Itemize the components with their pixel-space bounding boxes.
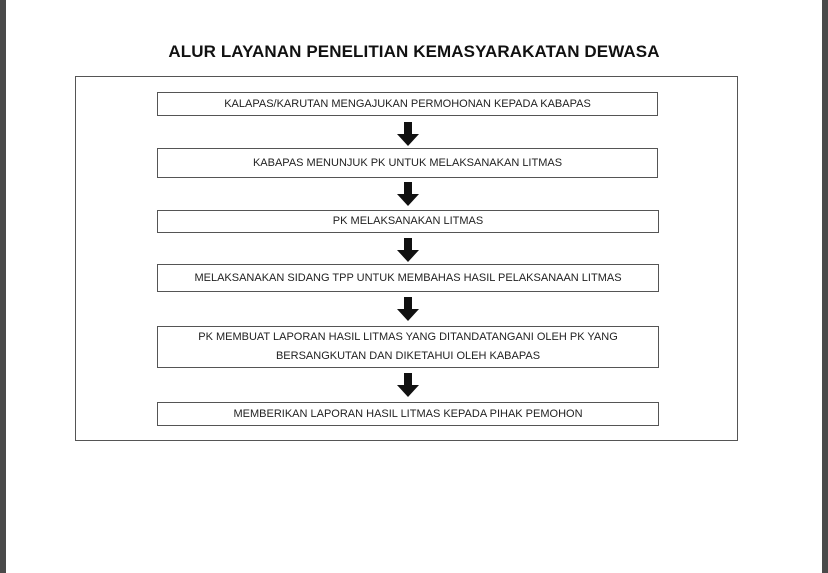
flow-step-1-text: KALAPAS/KARUTAN MENGAJUKAN PERMOHONAN KEPADA KABAPAS bbox=[224, 97, 591, 110]
flow-step-3 bbox=[157, 210, 659, 233]
down-arrow-icon bbox=[397, 122, 419, 146]
flow-step-2-text: KABAPAS MENUNJUK PK UNTUK MELAKSANAKAN LITMAS bbox=[252, 156, 563, 169]
flow-step-3-text: PK MELAKSANAKAN LITMAS bbox=[332, 215, 484, 227]
flow-step-4 bbox=[157, 264, 659, 292]
down-arrow-icon bbox=[397, 297, 419, 321]
flow-step-4-text: MELAKSANAKAN SIDANG TPP UNTUK MEMBAHAS HASIL PELAKSANAAN LITMAS bbox=[194, 271, 622, 284]
flow-step-5-text-line1: PK MEMBUAT LAPORAN HASIL LITMAS YANG DITANDATANGANI OLEH PK YANG bbox=[198, 331, 618, 343]
diagram-title: ALUR LAYANAN PENELITIAN KEMASYARAKATAN DEWASA bbox=[168, 42, 660, 61]
flow-step-1 bbox=[157, 92, 658, 116]
flow-step-2 bbox=[157, 148, 658, 178]
down-arrow-icon bbox=[397, 182, 419, 206]
down-arrow-icon bbox=[397, 373, 419, 397]
down-arrow-icon bbox=[397, 238, 419, 262]
flow-step-6 bbox=[157, 402, 659, 426]
flow-step-5 bbox=[157, 326, 659, 368]
flow-step-5-text-line2: BERSANGKUTAN DAN DIKETAHUI OLEH KABAPAS bbox=[275, 350, 541, 362]
flow-step-6-text: MEMBERIKAN LAPORAN HASIL LITMAS KEPADA PIHAK PEMOHON bbox=[233, 407, 583, 420]
document-page bbox=[6, 0, 822, 573]
